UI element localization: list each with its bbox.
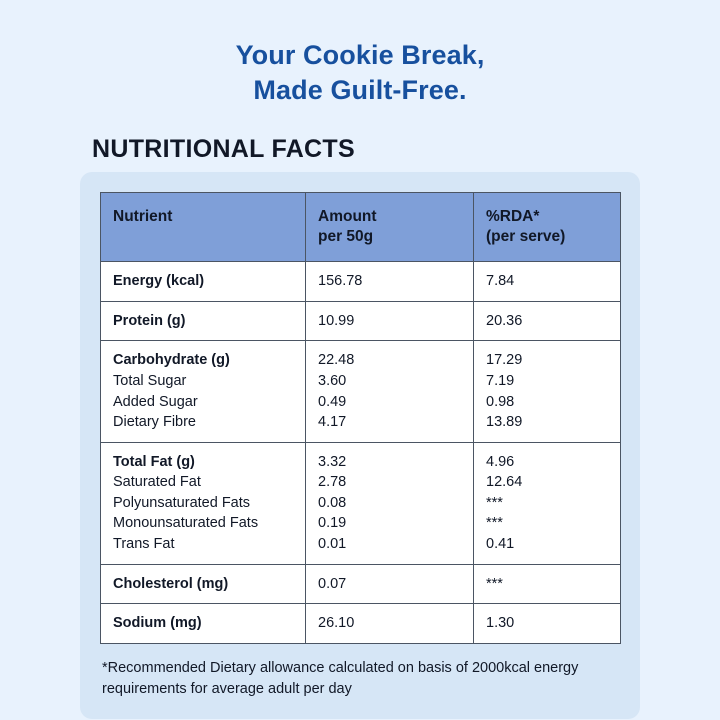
cell-nutrient [101,442,306,564]
nutrient-subitem: Monounsaturated Fats [113,515,259,532]
column-header-amount-line-2: per 50g [318,228,374,246]
amount-value: 0.08 [318,494,347,511]
rda-value: 0.98 [486,393,515,410]
nutrient-subitem: Polyunsaturated Fats [113,494,251,511]
cell-nutrient [101,564,306,604]
table-row [101,604,621,644]
nutrition-table [100,192,621,644]
rda-value: 1.30 [486,615,515,632]
cell-amount [306,604,474,644]
cell-nutrient [101,262,306,302]
cell-amount [306,262,474,302]
cell-rda [474,341,621,442]
amount-value: 26.10 [318,615,355,632]
cell-amount [306,301,474,341]
amount-value: 10.99 [318,312,355,329]
amount-value: 3.60 [318,373,347,390]
cell-amount [306,341,474,442]
nutrient-subitem: Total Sugar [113,373,187,390]
column-header-rda-line-2: (per serve) [486,228,566,246]
page-headline [0,0,720,107]
cell-rda [474,564,621,604]
headline-line-1: Your Cookie Break, [235,40,485,70]
rda-value: 0.41 [486,536,515,553]
nutrient-name: Cholesterol (mg) [113,575,229,592]
amount-value: 0.07 [318,575,347,592]
table-body [101,262,621,644]
rda-value: 12.64 [486,474,523,491]
rda-value: *** [486,575,503,592]
page-title: NUTRITIONAL FACTS [92,135,355,164]
rda-value: 20.36 [486,312,523,329]
column-header-amount-line-1: Amount [318,208,377,225]
cell-rda [474,442,621,564]
column-header-amount [306,193,474,262]
table-row [101,262,621,302]
amount-value: 156.78 [318,273,363,290]
cell-amount [306,564,474,604]
amount-value: 4.17 [318,414,347,431]
amount-value: 22.48 [318,352,355,369]
headline-line-2: Made Guilt-Free. [253,74,467,105]
nutrient-subitem: Dietary Fibre [113,414,196,431]
cell-nutrient [101,604,306,644]
amount-value: 0.01 [318,536,347,553]
table-row [101,341,621,442]
nutrient-subitem: Saturated Fat [113,474,201,491]
footnote: *Recommended Dietary allowance calculated on basis of 2000kcal energy requirements for average adult per day [102,659,579,698]
cell-rda [474,604,621,644]
column-header-rda-line-1: %RDA* [486,208,540,225]
nutrition-card [80,172,640,719]
nutrient-name: Total Fat (g) [113,453,195,470]
cell-rda [474,301,621,341]
table-row [101,442,621,564]
nutrient-name: Sodium (mg) [113,615,202,632]
amount-value: 3.32 [318,453,347,470]
column-header-nutrient: Nutrient [101,193,306,262]
column-header-rda [474,193,621,262]
amount-value: 0.19 [318,515,347,532]
table-row [101,301,621,341]
amount-value: 2.78 [318,474,347,491]
amount-value: 0.49 [318,393,347,410]
table-header-row [101,193,621,262]
rda-value: 13.89 [486,414,523,431]
cell-nutrient [101,301,306,341]
nutrient-subitem: Added Sugar [113,393,198,410]
rda-value: *** [486,494,503,511]
nutrient-subitem: Trans Fat [113,536,175,553]
table-row [101,564,621,604]
nutrient-name: Carbohydrate (g) [113,352,230,369]
cell-amount [306,442,474,564]
rda-value: 17.29 [486,352,523,369]
rda-value: 7.19 [486,373,515,390]
rda-value: 7.84 [486,273,515,290]
cell-rda [474,262,621,302]
cell-nutrient [101,341,306,442]
rda-value: *** [486,515,503,532]
nutrient-name: Protein (g) [113,312,186,329]
rda-value: 4.96 [486,453,515,470]
nutrient-name: Energy (kcal) [113,273,205,290]
